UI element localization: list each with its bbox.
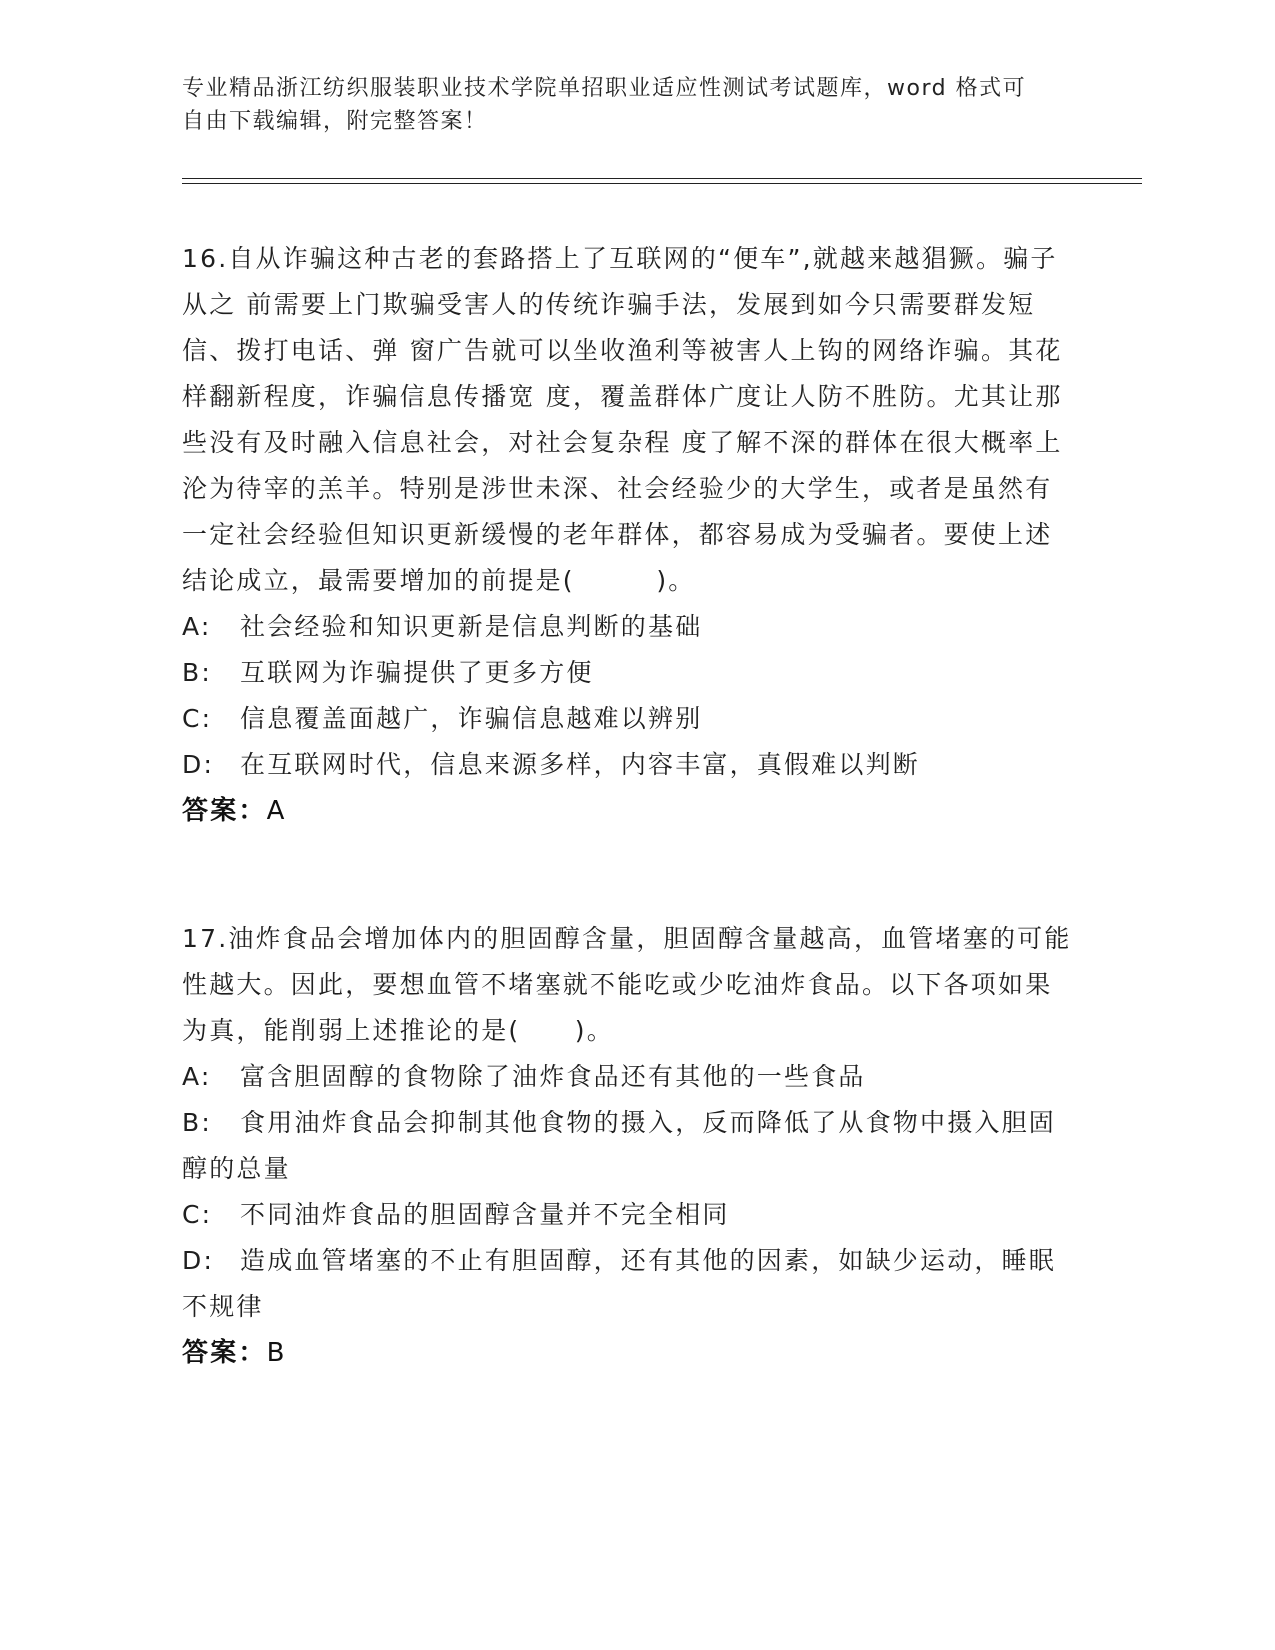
- option-key: A:: [182, 612, 212, 641]
- option-text: 不同油炸食品的胆固醇含量并不完全相同: [240, 1200, 730, 1229]
- answer: [182, 788, 1072, 834]
- header-divider-bottom: [182, 183, 1142, 184]
- option-key: B:: [182, 1108, 212, 1137]
- option-key: C:: [182, 1200, 213, 1229]
- option-text: 在互联网时代，信息来源多样，内容丰富，真假难以判断: [240, 750, 921, 779]
- option-text: 社会经验和知识更新是信息判断的基础: [240, 612, 703, 641]
- option-c: [182, 696, 1072, 742]
- option-key: D:: [182, 1246, 215, 1275]
- question-stem: 16.自从诈骗这种古老的套路搭上了互联网的“便车”,就越来越猖獗。骗子从之 前需要上门欺骗受害人的传统诈骗手法，发展到如今只需要群发短信、拨打电话、弹 窗广告就可以坐收渔利等被害人上钩的网络诈骗。其花样翻新程度，诈骗信息传播宽 度，覆盖群体广度让人防不胜防。尤其让那些没有及时融入信息社会，对社会复杂程 度了解不深的群体在很大概率上沦为待宰的羔羊。特别是涉世未深、社会经验少的大学生，或者是虽然有一定社会经验但知识更新缓慢的老年群体，都容易成为受骗者。要使上述结论成立，最需要增加的前提是( )。: [182, 244, 1063, 595]
- question-17: [182, 916, 1072, 1376]
- option-d: [182, 742, 1072, 788]
- option-d: [182, 1238, 1072, 1330]
- option-key: C:: [182, 704, 213, 733]
- option-b: [182, 1100, 1072, 1192]
- option-key: A:: [182, 1062, 212, 1091]
- answer: [182, 1330, 1072, 1376]
- answer-value: A: [266, 796, 287, 826]
- option-c: [182, 1192, 1072, 1238]
- answer-value: B: [266, 1338, 287, 1368]
- answer-label: 答案：: [182, 1338, 267, 1368]
- header-divider-top: [182, 178, 1142, 179]
- option-text: 互联网为诈骗提供了更多方便: [240, 658, 594, 687]
- option-a: [182, 1054, 1072, 1100]
- question-16: [182, 236, 1072, 834]
- question-stem: 17.油炸食品会增加体内的胆固醇含量，胆固醇含量越高，血管堵塞的可能性越大。因此，要想血管不堵塞就不能吃或少吃油炸食品。以下各项如果为真，能削弱上述推论的是( )。: [182, 924, 1072, 1045]
- option-key: B:: [182, 658, 212, 687]
- option-text: 食用油炸食品会抑制其他食物的摄入，反而降低了从食物中摄入胆固醇的总量: [182, 1108, 1057, 1183]
- option-text: 富含胆固醇的食物除了油炸食品还有其他的一些食品: [240, 1062, 866, 1091]
- option-a: [182, 604, 1072, 650]
- option-text: 造成血管堵塞的不止有胆固醇，还有其他的因素，如缺少运动，睡眠不规律: [182, 1246, 1057, 1321]
- option-b: [182, 650, 1072, 696]
- answer-label: 答案：: [182, 796, 267, 826]
- option-key: D:: [182, 750, 215, 779]
- document-header: 专业精品浙江纺织服装职业技术学院单招职业适应性测试考试题库，word 格式可自由下载编辑，附完整答案！: [182, 76, 1027, 134]
- option-text: 信息覆盖面越广，诈骗信息越难以辨别: [240, 704, 703, 733]
